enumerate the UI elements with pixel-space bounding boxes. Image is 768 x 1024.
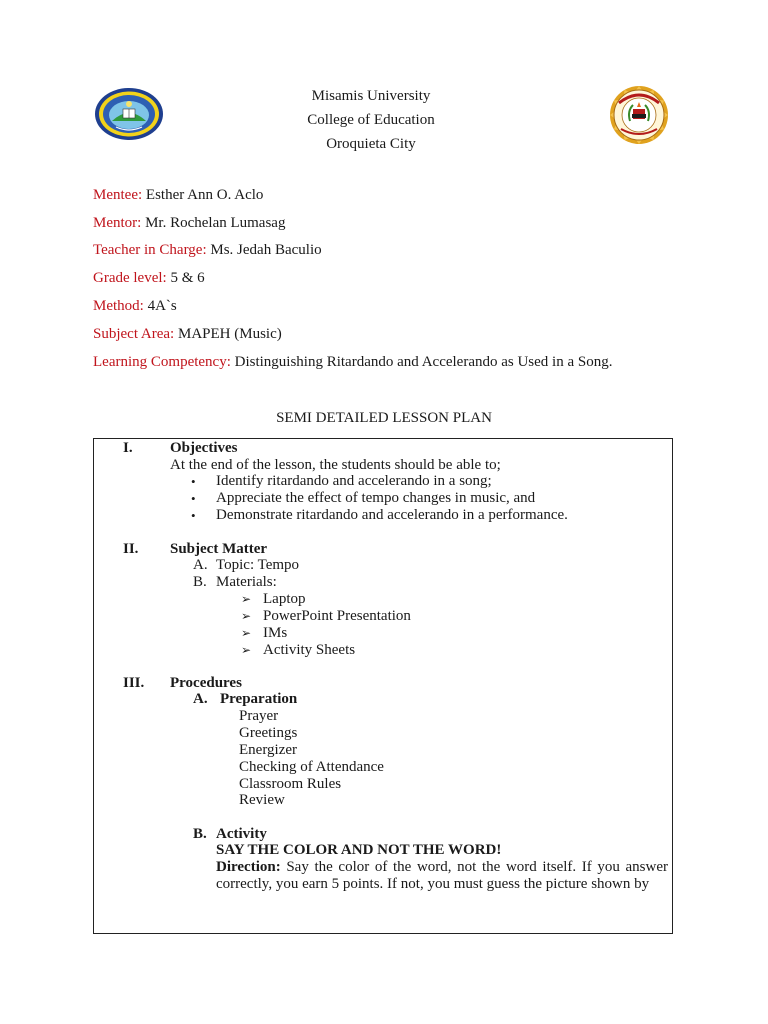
lesson-plan-box <box>93 438 673 934</box>
objectives-intro: At the end of the lesson, the students should be able to; <box>170 457 501 473</box>
mentor-label: Mentor: <box>93 215 142 231</box>
teacher-in-charge-value: Ms. Jedah Baculio <box>210 242 322 258</box>
topic-letter: A. <box>193 557 208 573</box>
objective-item: Demonstrate ritardando and accelerando in a performance. <box>216 507 568 523</box>
mentee-label: Mentee: <box>93 187 143 203</box>
mentor-line <box>93 215 285 232</box>
method-label: Method: <box>93 298 144 314</box>
preparation-item: Classroom Rules <box>239 776 342 792</box>
preparation-item: Review <box>239 792 285 808</box>
activity-direction <box>216 859 668 893</box>
learning-competency-line <box>93 354 612 371</box>
subject-area-line <box>93 326 282 343</box>
city-name: Oroquieta City <box>326 136 416 152</box>
preparation-item: Greetings <box>239 725 298 741</box>
teacher-in-charge-line <box>93 242 322 259</box>
activity-letter: B. <box>193 826 207 842</box>
method-line <box>93 298 177 315</box>
objectives-number: I. <box>123 440 133 456</box>
arrow-bullet-icon: ➢ <box>241 643 252 657</box>
activity-game-title: SAY THE COLOR AND NOT THE WORD! <box>216 842 502 858</box>
subject-area-value: MAPEH (Music) <box>177 326 282 342</box>
college-name: College of Education <box>307 112 435 128</box>
arrow-bullet-icon: ➢ <box>241 592 252 606</box>
teacher-in-charge-label: Teacher in Charge: <box>93 242 207 258</box>
method-value: 4A`s <box>147 298 177 314</box>
activity-heading: Activity <box>216 826 267 842</box>
mentor-value: Mr. Rochelan Lumasag <box>145 215 286 231</box>
preparation-item: Energizer <box>239 742 298 758</box>
document-title: SEMI DETAILED LESSON PLAN <box>276 410 492 426</box>
subject-matter-heading: Subject Matter <box>170 541 268 557</box>
objective-item: Identify ritardando and accelerando in a song; <box>216 473 492 489</box>
direction-text: Say the color of the word, not the word itself. If you answer correctly, you earn 5 points. If not, you must guess the picture shown by <box>216 859 669 892</box>
material-item: PowerPoint Presentation <box>263 608 411 624</box>
preparation-item: Prayer <box>239 708 279 724</box>
material-item: Laptop <box>263 591 306 607</box>
material-item: IMs <box>263 625 288 641</box>
misamis-university-logo <box>603 85 675 145</box>
material-item: Activity Sheets <box>263 642 356 658</box>
materials-letter: B. <box>193 574 207 590</box>
learning-competency-value: Distinguishing Ritardando and Accelerando as Used in a Song. <box>234 354 613 370</box>
arrow-bullet-icon: ➢ <box>241 609 252 623</box>
grade-level-value: 5 & 6 <box>170 270 205 286</box>
grade-level-line <box>93 270 205 287</box>
bullet-icon: • <box>191 508 196 523</box>
objective-item: Appreciate the effect of tempo changes in music, and <box>216 490 536 506</box>
arrow-bullet-icon: ➢ <box>241 626 252 640</box>
preparation-item: Checking of Attendance <box>239 759 384 775</box>
direction-label: Direction: <box>216 859 281 875</box>
topic-text: Topic: Tempo <box>216 557 300 573</box>
procedures-heading: Procedures <box>170 675 242 691</box>
mentee-line <box>93 187 263 204</box>
learning-competency-label: Learning Competency: <box>93 354 231 370</box>
objectives-heading: Objectives <box>170 440 238 456</box>
procedures-number: III. <box>123 675 145 691</box>
materials-label: Materials: <box>216 574 277 590</box>
subject-matter-number: II. <box>123 541 139 557</box>
preparation-heading: Preparation <box>220 691 298 707</box>
bullet-icon: • <box>191 474 196 489</box>
bullet-icon: • <box>191 491 196 506</box>
preparation-letter: A. <box>193 691 208 707</box>
mentee-value: Esther Ann O. Aclo <box>145 187 264 203</box>
university-name: Misamis University <box>311 88 431 104</box>
grade-level-label: Grade level: <box>93 270 167 286</box>
subject-area-label: Subject Area: <box>93 326 175 342</box>
